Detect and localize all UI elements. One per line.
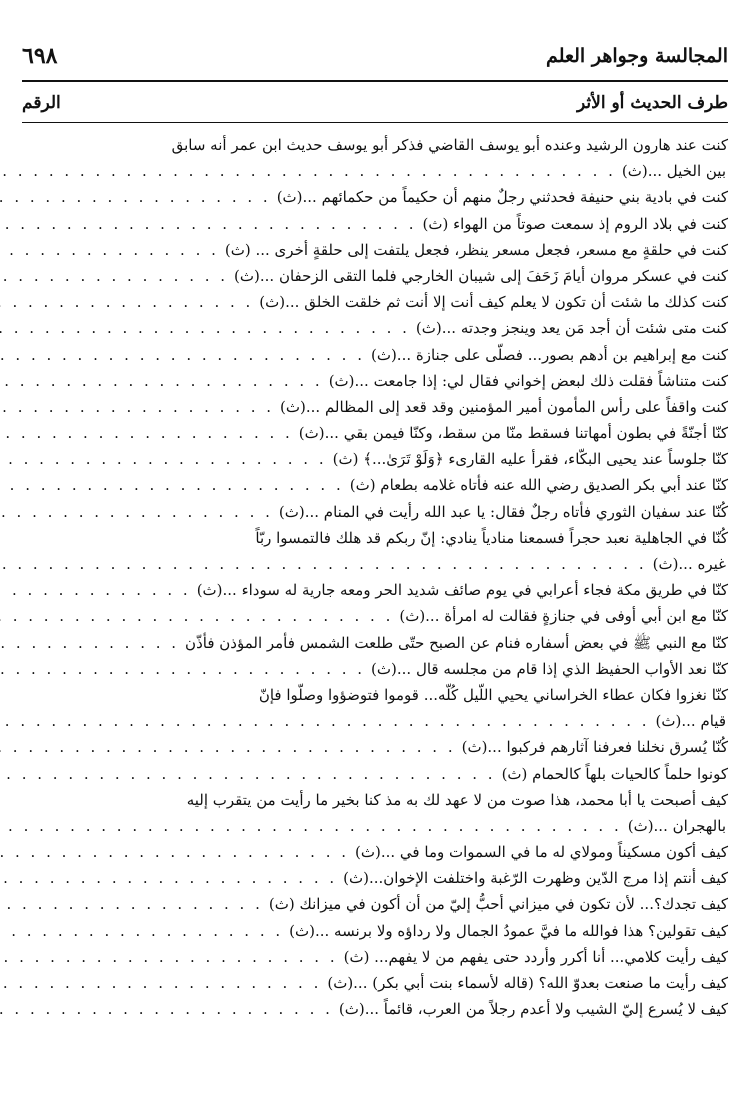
index-entry [22,656,728,682]
leader-dots [0,211,416,237]
index-entry [22,918,728,944]
index-entry [22,472,728,498]
entry-line [22,499,728,525]
entry-line [22,970,728,996]
entry-text: كنّا جلوساً عند يحيى البكّاء، فقرأ عليه القارىء ﴿وَلَوْ تَرَىٰ...﴾ (ث) [332,450,728,469]
entry-text: كونوا حلماً كالحيات بلهاً كالحمام (ث) [501,764,728,783]
index-entry [22,289,728,315]
leader-dots [0,970,321,996]
entry-text: غيره ...(ث) [652,555,726,573]
index-entry [22,996,728,1022]
entry-line [22,865,728,891]
entry-text: كنّا نعد الأواب الحفيظ الذي إذا قام من مجلسه قال ...(ث) [371,659,728,678]
entry-text: كنت مع إبراهيم بن أدهم بصور... فصلّى على جنازة ...(ث) [370,345,728,364]
index-entry [22,970,728,996]
entry-line [22,630,728,656]
index-entry [22,368,728,394]
leader-dots [0,394,274,420]
entry-line [22,184,728,210]
entry-text: كنت واقفاً على رأس المأمون أمير المؤمنين وقد قعد إلى المظالم ...(ث) [280,397,728,416]
entry-line [22,734,728,760]
entry-text: كنّا عند أبي بكر الصديق رضي الله عنه فأتاه غلامه بطعام (ث) [349,476,728,495]
index-entry [22,630,728,656]
entry-line [22,368,728,394]
leader-dots [0,734,456,760]
index-entry [22,839,728,865]
index-entry [22,761,728,787]
leader-dots [0,368,323,394]
entry-line [22,132,728,158]
leader-dots [0,630,179,656]
entry-text: كيف تجدك؟... لأن تكون في ميزاني أحبُّ إليّ من أن أكون في ميزانك (ث) [268,895,728,914]
entry-text: كُنّا في الجاهلية نعبد حجراً فسمعنا منادياً ينادي: إنّ ربكم قد هلك فالتمسوا ربّاً [255,528,728,547]
leader-dots [0,420,293,446]
index-entry [22,603,728,629]
entry-text: كنت في عسكر مروان أيامَ زَحَفَ إلى شيبان الخارجي فلما التقى الزحفان ...(ث) [234,266,728,285]
index-entry [22,184,728,210]
leader-dots [0,918,283,944]
index-entry [22,237,728,263]
entry-text: كنت في حلقةٍ مع مسعر، فجعل مسعر ينظر، فجعل يلتفت إلى حلقةٍ أخرى ... (ث) [224,240,728,259]
entry-line [22,525,728,551]
leader-dots [0,603,393,629]
entry-continuation-line [22,708,728,734]
index-entry [22,944,728,970]
entry-line [22,682,728,708]
entry-line [22,839,728,865]
leader-dots [0,158,616,184]
index-entry [22,132,728,184]
entry-text: كيف تقولين؟ هذا فوالله ما فيَّ عمودُ الجمال ولا رداؤه ولا برنسه ...(ث) [289,921,728,940]
leader-dots [0,891,263,917]
entry-text: كيف رأيت ما صنعت بعدوّ الله؟ (قاله لأسماء بنت أبي بكر) ...(ث) [327,974,728,992]
entry-line [22,342,728,368]
entry-line [22,656,728,682]
column-header-rule [22,122,728,123]
entry-line [22,289,728,315]
leader-dots [0,446,327,472]
entry-text: كيف رأيت كلامي... أنا أكرر وأردد حتى يفهم من لا يفهم... (ث) [343,947,728,966]
index-entry [22,420,728,446]
header-rule [22,80,728,82]
entry-text: كنت كذلك ما شئت أن تكون لا يعلم كيف أنت إلا أنت ثم خلقت الخلق ...(ث) [259,293,728,312]
entry-line [22,211,728,237]
entry-line [22,918,728,944]
index-entry [22,525,728,577]
entry-line [22,394,728,420]
entry-line [22,472,728,498]
entry-line [22,237,728,263]
leader-dots [0,656,365,682]
entry-text: كنّا في طريق مكة فجاء أعرابي في يوم صائف شديد الحر ومعه جارية له سوداء ...(ث) [196,581,728,600]
entry-text: كنّا أجنّةً في بطون أمهاتنا فسقط منّا من سقط، وكنّا فيمن بقي ...(ث) [298,424,728,443]
index-entry [22,499,728,525]
leader-dots [0,996,333,1022]
index-entries [22,132,728,1022]
entry-text: كيف أكون مسكيناً ومولاي له ما في السموات وما في ...(ث) [355,843,728,862]
entry-line [22,315,728,341]
index-entry [22,446,728,472]
column-headers [22,90,728,116]
entry-text: كنت في بادية بني حنيفة فحدثني رجلٌ منهم أن حكيماً من حكمائهم ...(ث) [276,188,728,207]
entry-text: كنّا مع النبي ﷺ في بعض أسفاره فنام عن الصبح حتّى طلعت الشمس فأمر المؤذن فأذّن [185,633,728,652]
entry-text: كيف أصبحت يا أبا محمد، هذا صوت من لا عهد لك به مذ كنا بخير ما رأيت من يتقرب إليه [186,790,728,809]
leader-dots [0,184,271,210]
entry-text: بالهجران ...(ث) [627,816,726,835]
entry-line [22,891,728,917]
running-header [22,36,728,76]
entry-line [22,761,728,787]
leader-dots [0,472,344,498]
column-header-hadith: طرف الحديث أو الأثر [577,93,728,113]
entry-text: كُنّا عند سفيان الثوري فأتاه رجلٌ فقال: يا عبد الله رأيت في المنام ...(ث) [278,502,728,521]
page-number: ٦٩٨ [22,43,58,69]
entry-line [22,577,728,603]
entry-text: كنت عند هارون الرشيد وعنده أبو يوسف القاضي فذكر أبو يوسف حديث ابن عمر أنه سابق [171,136,728,154]
index-entry [22,682,728,734]
entry-continuation-line [22,551,728,577]
index-entry [22,263,728,289]
index-entry [22,315,728,341]
leader-dots [0,315,410,341]
leader-dots [0,551,647,577]
leader-dots [0,342,365,368]
entry-text: كنت متناشاً فقلت ذلك لبعض إخواني فقال لي: إذا جامعت ...(ث) [328,371,728,390]
leader-dots [0,944,338,970]
leader-dots [0,577,191,603]
entry-line [22,787,728,813]
index-entry [22,891,728,917]
column-header-number: الرقم [22,93,61,113]
index-entry [22,394,728,420]
entry-text: قيام ...(ث) [655,712,726,731]
leader-dots [0,708,650,734]
index-entry [22,577,728,603]
leader-dots [0,813,622,839]
index-entry [22,342,728,368]
entry-line [22,996,728,1022]
entry-text: بين الخيل ...(ث) [621,162,726,181]
entry-text: كُنّا يُسرق نخلنا فعرفنا آثارهم فركبوا ...(ث) [461,738,728,757]
entry-text: كيف لا يُسرع إليّ الشيب ولا أعدم رجلاً من العرب، قائماً ...(ث) [338,1000,728,1019]
entry-text: كيف أنتم إذا مرج الدّين وظهرت الرّغبة واختلفت الإخوان...(ث) [343,869,728,888]
entry-line [22,263,728,289]
index-entry [22,211,728,237]
index-entry [22,734,728,760]
book-title: المجالسة وجواهر العلم [546,45,728,67]
entry-text: كنت في بلاد الروم إذ سمعت صوتاً من الهواء (ث) [422,214,728,233]
entry-continuation-line [22,813,728,839]
entry-line [22,446,728,472]
index-entry [22,865,728,891]
leader-dots [0,499,273,525]
leader-dots [0,865,337,891]
entry-text: كنّا نغزوا فكان عطاء الخراساني يحيي اللّيل كُلّه... قوموا فتوضؤوا وصلّوا فإنّ [258,685,728,704]
entry-text: كنّا مع ابن أبي أوفى في جنازةٍ فقالت له امرأة ...(ث) [399,607,728,626]
entry-line [22,944,728,970]
index-entry [22,787,728,839]
leader-dots [0,263,228,289]
leader-dots [0,237,219,263]
entry-text: كنت متى شئت أن أجد مَن يعد وينجز وجدته ...(ث) [415,319,728,338]
leader-dots [0,761,496,787]
entry-line [22,420,728,446]
leader-dots [0,289,253,315]
entry-line [22,603,728,629]
leader-dots [0,839,349,865]
entry-continuation-line [22,158,728,184]
